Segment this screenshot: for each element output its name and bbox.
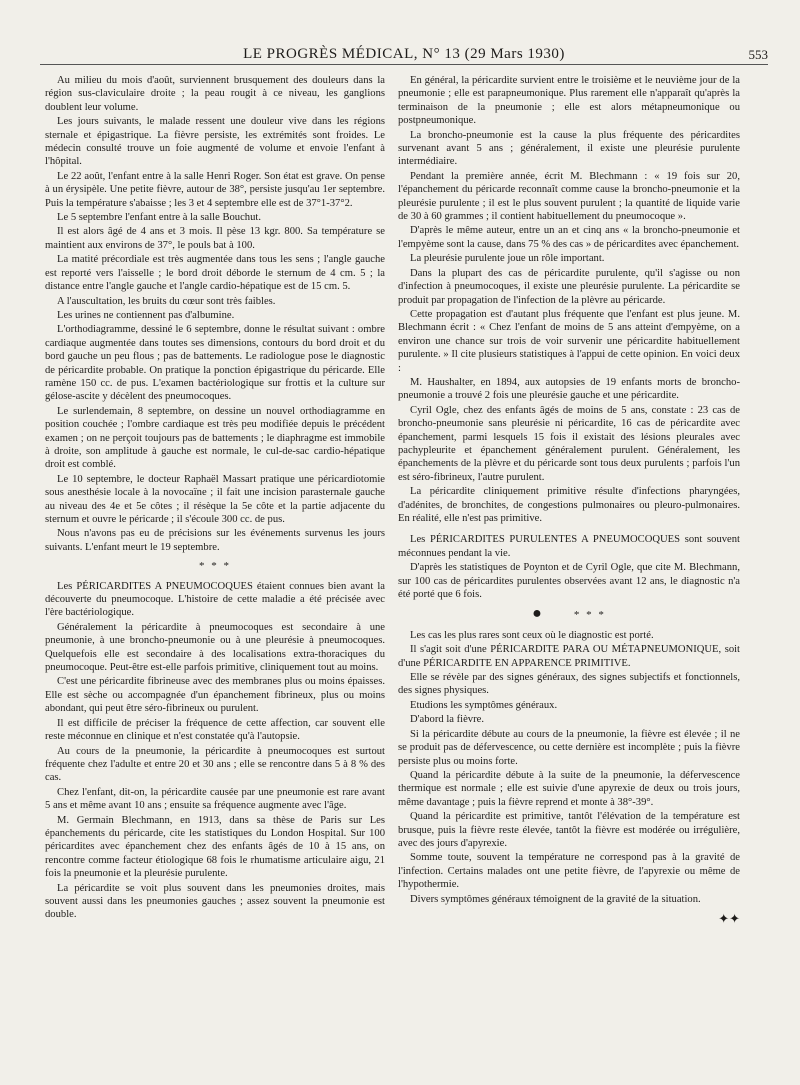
paragraph: D'abord la fièvre. — [410, 714, 484, 726]
paragraph: L'orthodiagramme, dessiné le 6 septembre, donne le résultat suivant : ombre cardiaque augmentée dans toutes ses dimensions, contours du bord droit et du bord gauche un peu flous ; pas de battements. Le radiologue pose le diagnostic de péricardite probable. On pratique la ponction épigastrique du péricarde. Elle ramène 150 cc. de pus. L'examen bactériologique sur frottis et la culture sur gélose-ascite y décèlent des pneumocoques. — [45, 324, 385, 403]
paragraph: M. Haushalter, en 1894, aux autopsies de 19 enfants morts de broncho-pneumonie a trouvé 2 fois une pleurésie gauche et une péricardite. — [398, 376, 740, 402]
section-separator — [398, 607, 740, 622]
paragraph: Au milieu du mois d'août, surviennent brusquement des douleurs dans la région sus-claviculaire droite ; la peau rougit à ce niveau, les ganglions doublent leur volume. — [45, 75, 385, 113]
paragraph: Généralement la péricardite à pneumocoques est secondaire à une pneumonie, à une broncho-pneumonie ou à une pleurésie à pneumocoques. Quelquefois elle est secondaire à des localisations extra-thoraciques du pneumocoque. Peut-être est-elle parfois primitive, cliniquement tout au moins. — [45, 621, 385, 674]
paragraph: Il s'agit soit d'une PÉRICARDITE PARA OU MÉTAPNEUMONIQUE, soit d'une PÉRICARDITE EN APPARENCE PRIMITIVE. — [398, 644, 740, 669]
paragraph: La broncho-pneumonie est la cause la plus fréquente des péricardites survenant avant 5 ans ; généralement, il existe une pleurésie purulente intermédiaire. — [398, 129, 740, 168]
paragraph: Dans la plupart des cas de péricardite purulente, qu'il s'agisse ou non d'infection à pneumocoques, il existe une pleurésie purulente. La péricardite se produit par propagation de l'infection de la plèvre au péricarde. — [398, 267, 740, 306]
paragraph: Le 22 août, l'enfant entre à la salle Henri Roger. Son état est grave. On pense à un érysipèle. Une petite fièvre, autour de 38°, persiste jusqu'au 1er septembre. Puis la température s'abaisse ; les 3 et 4 septembre elle est de 37°1-37°2. — [45, 170, 385, 209]
paragraph: La matité précordiale est très augmentée dans tous les sens ; l'angle gauche est reporté vers l'aisselle ; le bord droit déborde le sternum de 4 cm. 5 ; la distance entre l'angle gauche et l'angle cardio-hépatique est de 15 cm. 5. — [45, 254, 385, 293]
paragraph: Cette propagation est d'autant plus fréquente que l'enfant est plus jeune. M. Blechmann écrit : « Chez l'enfant de moins de 5 ans atteint d'empyème, on a environ une chance sur trois de voir survenir une péricardite habituellement purulente. » Il cite plusieurs statistiques à l'appui de cette opinion. En voici deux : — [398, 308, 740, 374]
end-mark: ✦✦ — [718, 910, 740, 926]
paragraph: Cyril Ogle, chez des enfants âgés de moins de 5 ans, constate : 23 cas de broncho-pneumonie sans pleurésie ni péricardite, 16 cas de péricardite avec épanchement, parmi lesquels 15 fois il existait des lésions pleurales avec pachypleurite et épanchement généralement purulent. Généralement, les épanchements de la plèvre et du péricarde sont tous deux purulents ; parfois l'un est séro-fibrineux, l'autre purulent. — [398, 404, 740, 483]
paragraph: A l'auscultation, les bruits du cœur sont très faibles. — [57, 295, 276, 307]
page-number: 553 — [748, 47, 768, 62]
paragraph: C'est une péricardite fibrineuse avec des membranes plus ou moins épaisses. Elle est sèche ou accompagnée d'un épanchement fibrineux, plus ou moins abondant, qui peut être séro-fibrineux ou purulent. — [45, 676, 385, 715]
paragraph: Les urines ne contiennent pas d'albumine. — [57, 309, 235, 321]
paragraph: Le 10 septembre, le docteur Raphaël Massart pratique une péricardiotomie sous anesthésie locale à la novocaïne ; il fait une incision parasternale gauche au niveau des 4e et 5e côtes ; il résèque la 5e côte et la partie adjacente du sternum et ouvre le péricarde ; il s'écoule 300 cc. de pus. — [45, 473, 385, 525]
paragraph: Nous n'avons pas eu de précisions sur les événements survenus les jours suivants. L'enfant meurt le 19 septembre. — [45, 528, 385, 553]
paragraph: Il est alors âgé de 4 ans et 3 mois. Il pèse 13 kgr. 800. Sa température se maintient aux environs de 37°, le pouls bat à 100. — [45, 226, 385, 251]
paragraph: La pleurésie purulente joue un rôle important. — [410, 253, 605, 265]
right-column — [398, 74, 740, 925]
paragraph: M. Germain Blechmann, en 1913, dans sa thèse de Paris sur Les épanchements du péricarde, cite les statistiques du London Hospital. Sur 100 péricardites avec épanchement chez des enfants âgés de 10 à 15 ans, on rencontre comme facteur étiologique 68 fois le rhumatisme articulaire aigu, 21 fois la pneumonie et la pleurésie purulente. — [45, 814, 385, 880]
paragraph: Somme toute, souvent la température ne correspond pas à la gravité de l'infection. Certains malades ont une petite fièvre, de l'apyrexie ou même de l'hypothermie. — [398, 852, 740, 891]
ink-blot-icon: ● — [532, 605, 544, 623]
paragraph: En général, la péricardite survient entre le troisième et le neuvième jour de la pneumonie ; elle est parapneumonique. Plus rarement elle n'apparaît qu'après la terminaison de la pneumonie ; elle est alors métapneumonique ou postpneumonique. — [398, 75, 740, 127]
paragraph: Les PÉRICARDITES PURULENTES A PNEUMOCOQUES sont souvent méconnues pendant la vie. — [398, 534, 740, 559]
paragraph: Au cours de la pneumonie, la péricardite à pneumocoques est surtout fréquente chez l'adulte et entre 20 et 30 ans ; elle se rencontre dans 5 à 8 % des cas. — [45, 745, 385, 784]
paragraph: Pendant la première année, écrit M. Blechmann : « 19 fois sur 20, l'épanchement du péricarde reconnaît comme cause la broncho-pneumonie et la pleurésie purulente ; il est le plus souvent purulent ; la quantité de liquide varie de 30 à 60 grammes ; il contient habituellement du pneumocoque ». — [398, 170, 740, 223]
paragraph: Chez l'enfant, dit-on, la péricardite causée par une pneumonie est rare avant 5 ans et même avant 10 ans ; ensuite sa fréquence augmente avec l'âge. — [45, 786, 385, 812]
paragraph: D'après le même auteur, entre un an et cinq ans « la broncho-pneumonie et l'empyème sont la cause, dans 75 % des cas » de péricardites avec épanchement. — [398, 225, 740, 250]
journal-title: LE PROGRÈS MÉDICAL, N° 13 (29 Mars 1930) — [243, 46, 565, 62]
paragraph: Quand la péricardite est primitive, tantôt l'élévation de la température est brusque, puis la fièvre reste élevée, tantôt la fièvre est modérée ou irrégulière, avec des jours d'apyrexie. — [398, 811, 740, 849]
paragraph: Le surlendemain, 8 septembre, on dessine un nouvel orthodiagramme en position couchée ; l'ombre cardiaque est très peu modifiée depuis le précédent examen ; on ne perçoit toujours pas de battements ; le diaphragme est immobile à droite, son amplitude à gauche est normale, le cul-de-sac cardio-hépatique droit est comblé. — [45, 405, 385, 471]
paragraph: Le 5 septembre l'enfant entre à la salle Bouchut. — [57, 212, 261, 224]
paragraph: D'après les statistiques de Poynton et de Cyril Ogle, que cite M. Blechmann, sur 100 cas de péricardites purulentes observées avant 12 ans, le diagnostic n'a été porté que 6 fois. — [398, 562, 740, 601]
paragraph: La péricardite cliniquement primitive résulte d'infections pharyngées, d'adénites, de bronchites, de congestions pulmonaires ou pleuro-pulmonaires. En réalité, elle n'est pas primitive. — [398, 486, 740, 524]
section-separator: * * * — [199, 560, 231, 573]
page-header — [40, 40, 768, 65]
separator-text: * * * — [573, 609, 606, 622]
paragraph: Les cas les plus rares sont ceux où le diagnostic est porté. — [410, 629, 654, 641]
paragraph: Divers symptômes généraux témoignent de la gravité de la situation. — [410, 893, 701, 905]
left-column — [45, 74, 385, 923]
paragraph: Les PÉRICARDITES A PNEUMOCOQUES étaient connues bien avant la découverte du pneumocoque. L'histoire de cette maladie a été précisée avec l'ère bactériologique. — [45, 580, 385, 619]
paragraph: Il est difficile de préciser la fréquence de cette affection, car souvent elle reste méconnue en clinique et n'est constatée qu'à l'autopsie. — [45, 717, 385, 743]
paragraph: Quand la péricardite débute à la suite de la pneumonie, la défervescence thermique est normale ; elle est suivie d'une apyrexie de deux ou trois jours, même davantage ; puis la fièvre reprend et monte à 38°-39°. — [398, 769, 740, 808]
paragraph: Elle se révèle par des signes généraux, des signes subjectifs et fonctionnels, des signes physiques. — [398, 672, 740, 697]
paragraph: Si la péricardite débute au cours de la pneumonie, la fièvre est élevée ; il ne se produit pas de défervescence, ou cette dernière est incomplète ; puis la fièvre persiste plus ou moins forte. — [398, 728, 740, 767]
paragraph: La péricardite se voit plus souvent dans les pneumonies droites, mais souvent aussi dans les pneumonies gauches ; assez souvent la pneumonie est double. — [45, 882, 385, 921]
paragraph: Etudions les symptômes généraux. — [410, 699, 558, 711]
paragraph: Les jours suivants, le malade ressent une douleur vive dans les régions sternale et épigastrique. La fièvre persiste, les extrémités sont froides. Le médecin consulté trouve un foie augmenté de volume et envoie l'enfant à l'hôpital. — [45, 116, 385, 168]
